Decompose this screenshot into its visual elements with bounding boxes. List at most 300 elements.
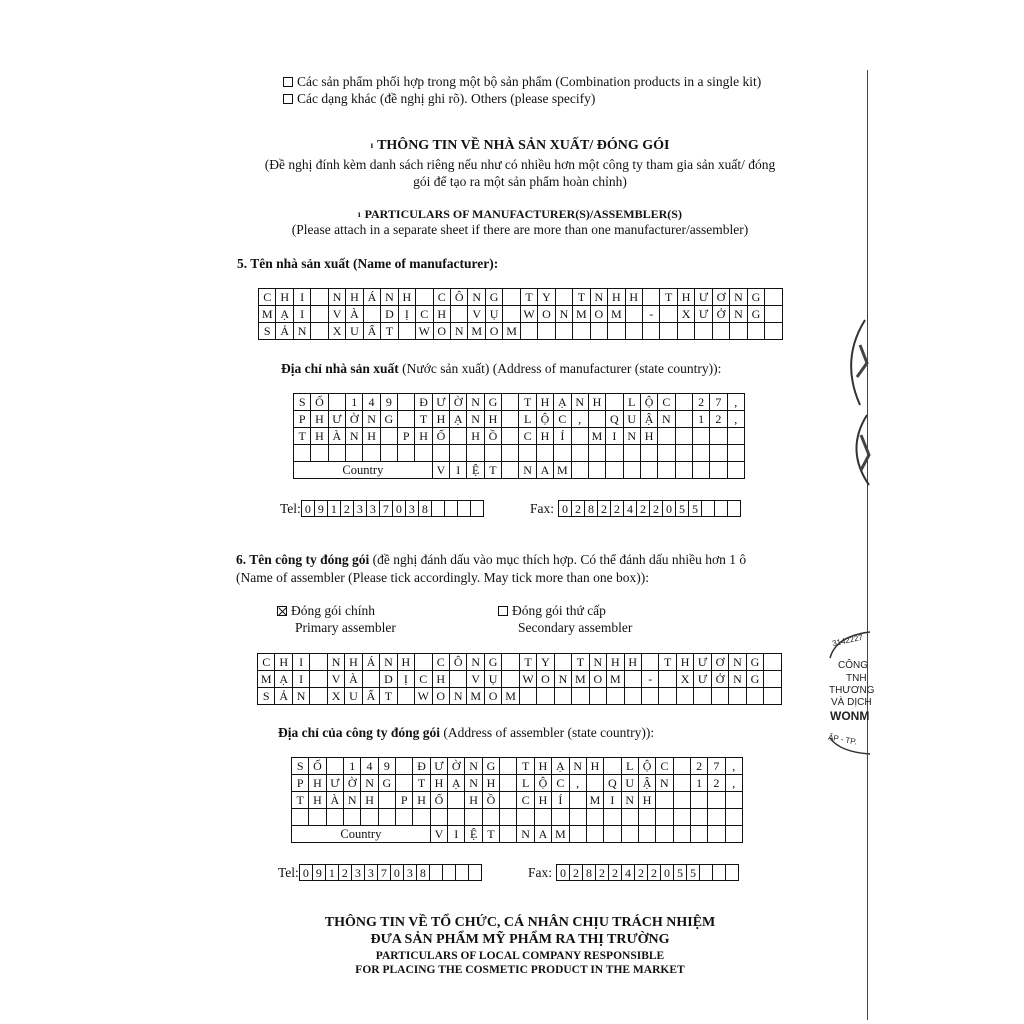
address-cell[interactable] <box>604 809 621 826</box>
address-cell[interactable] <box>675 428 692 445</box>
address-cell[interactable] <box>326 758 343 775</box>
digit-cell[interactable]: 3 <box>364 865 377 881</box>
country-cell[interactable]: T <box>482 826 499 843</box>
name-cell[interactable]: G <box>485 289 502 306</box>
name-cell[interactable]: Ạ <box>276 306 293 323</box>
address-cell[interactable]: N <box>658 411 675 428</box>
digit-cell[interactable] <box>455 865 468 881</box>
address-cell[interactable]: T <box>292 792 309 809</box>
name-cell[interactable]: H <box>276 289 293 306</box>
address-cell[interactable] <box>502 411 519 428</box>
address-cell[interactable] <box>448 809 465 826</box>
country-cell[interactable]: M <box>552 826 569 843</box>
digit-cell[interactable]: 2 <box>572 501 585 517</box>
country-cell[interactable] <box>710 462 727 479</box>
country-cell[interactable] <box>692 462 709 479</box>
name-cell[interactable]: O <box>484 688 501 705</box>
country-cell[interactable]: I <box>450 462 467 479</box>
address-cell[interactable] <box>448 792 465 809</box>
address-cell[interactable]: N <box>346 428 363 445</box>
name-cell[interactable] <box>677 323 694 340</box>
name-cell[interactable] <box>641 654 658 671</box>
address-cell[interactable] <box>398 411 415 428</box>
address-cell[interactable] <box>294 445 311 462</box>
address-cell[interactable]: 1 <box>692 411 709 428</box>
name-cell[interactable] <box>450 306 467 323</box>
address-cell[interactable] <box>465 809 482 826</box>
country-cell[interactable] <box>675 462 692 479</box>
name-cell[interactable] <box>765 306 783 323</box>
address-cell[interactable]: T <box>519 394 536 411</box>
tel-digits[interactable] <box>299 864 482 881</box>
address-cell[interactable]: 9 <box>378 758 395 775</box>
name-cell[interactable]: - <box>642 306 659 323</box>
address-cell[interactable]: T <box>415 411 432 428</box>
name-cell[interactable]: H <box>676 654 693 671</box>
address-cell[interactable]: G <box>380 411 397 428</box>
name-cell[interactable] <box>573 323 590 340</box>
address-cell[interactable]: H <box>586 758 603 775</box>
name-cell[interactable] <box>624 688 641 705</box>
address-cell[interactable]: Q <box>606 411 623 428</box>
address-cell[interactable]: G <box>484 394 501 411</box>
address-cell[interactable]: 2 <box>708 775 725 792</box>
name-cell[interactable]: H <box>624 654 641 671</box>
name-cell[interactable] <box>520 323 537 340</box>
address-cell[interactable] <box>690 792 707 809</box>
address-cell[interactable]: Ờ <box>344 775 361 792</box>
name-cell[interactable]: I <box>292 654 309 671</box>
name-cell[interactable]: C <box>258 654 275 671</box>
name-cell[interactable] <box>554 654 571 671</box>
name-cell[interactable] <box>555 289 572 306</box>
address-cell[interactable] <box>656 792 673 809</box>
address-cell[interactable] <box>398 445 415 462</box>
address-cell[interactable]: H <box>588 394 605 411</box>
checkbox-others[interactable] <box>283 94 293 104</box>
country-cell[interactable] <box>571 462 588 479</box>
name-cell[interactable] <box>449 671 466 688</box>
name-cell[interactable]: N <box>467 654 484 671</box>
digit-cell[interactable] <box>702 501 715 517</box>
name-cell[interactable]: N <box>328 289 345 306</box>
digit-cell[interactable]: 2 <box>340 501 353 517</box>
name-cell[interactable] <box>659 688 676 705</box>
name-cell[interactable] <box>746 688 763 705</box>
country-cell[interactable] <box>708 826 725 843</box>
address-cell[interactable] <box>658 445 675 462</box>
address-cell[interactable] <box>326 809 343 826</box>
name-cell[interactable]: Ụ <box>485 306 502 323</box>
name-cell[interactable]: T <box>520 289 537 306</box>
address-cell[interactable]: L <box>623 394 640 411</box>
address-cell[interactable]: N <box>363 411 380 428</box>
name-cell[interactable] <box>642 323 659 340</box>
name-cell[interactable] <box>363 306 380 323</box>
address-cell[interactable]: C <box>519 428 536 445</box>
address-cell[interactable]: Ờ <box>450 394 467 411</box>
address-cell[interactable]: Í <box>552 792 569 809</box>
country-cell[interactable] <box>586 826 603 843</box>
name-cell[interactable]: N <box>381 289 398 306</box>
address-cell[interactable]: Í <box>554 428 571 445</box>
address-cell[interactable] <box>380 445 397 462</box>
name-cell[interactable]: H <box>275 654 292 671</box>
address-cell[interactable] <box>690 809 707 826</box>
digit-cell[interactable]: 0 <box>663 501 676 517</box>
name-cell[interactable]: M <box>502 688 519 705</box>
name-cell[interactable] <box>503 306 520 323</box>
address-cell[interactable] <box>727 428 744 445</box>
name-cell[interactable]: N <box>380 654 397 671</box>
fax-digits[interactable] <box>556 864 739 881</box>
digit-cell[interactable]: 5 <box>674 865 687 881</box>
address-cell[interactable] <box>640 445 657 462</box>
name-cell[interactable]: Ư <box>695 306 712 323</box>
address-cell[interactable]: Ồ <box>484 428 501 445</box>
address-cell[interactable] <box>606 445 623 462</box>
address-cell[interactable]: Ố <box>430 792 447 809</box>
address-cell[interactable]: C <box>517 792 534 809</box>
address-cell[interactable]: Đ <box>413 758 430 775</box>
country-cell[interactable] <box>502 462 519 479</box>
name-cell[interactable] <box>765 289 783 306</box>
address-cell[interactable] <box>430 809 447 826</box>
address-cell[interactable]: G <box>482 758 499 775</box>
address-cell[interactable] <box>398 394 415 411</box>
name-cell[interactable]: Ạ <box>275 671 292 688</box>
address-cell[interactable]: H <box>361 792 378 809</box>
tel-digits[interactable] <box>301 500 484 517</box>
name-cell[interactable]: Ị <box>398 306 415 323</box>
digit-cell[interactable]: 0 <box>559 501 572 517</box>
name-cell[interactable] <box>310 654 327 671</box>
address-cell[interactable] <box>571 445 588 462</box>
address-cell[interactable]: 4 <box>361 758 378 775</box>
name-cell[interactable]: H <box>397 654 414 671</box>
name-cell[interactable] <box>607 688 624 705</box>
address-cell[interactable] <box>586 775 603 792</box>
address-cell[interactable] <box>586 809 603 826</box>
digit-cell[interactable]: 2 <box>635 865 648 881</box>
digit-cell[interactable]: 9 <box>314 501 327 517</box>
name-cell[interactable]: H <box>677 289 694 306</box>
name-cell[interactable]: N <box>327 654 344 671</box>
address-cell[interactable]: H <box>432 411 449 428</box>
name-cell[interactable]: C <box>416 306 433 323</box>
digit-cell[interactable]: 3 <box>405 501 418 517</box>
address-cell[interactable]: Ờ <box>346 411 363 428</box>
name-cell[interactable]: T <box>659 654 676 671</box>
address-cell[interactable]: H <box>467 428 484 445</box>
address-cell[interactable]: H <box>534 792 551 809</box>
digit-cell[interactable]: 2 <box>648 865 661 881</box>
address-cell[interactable] <box>623 445 640 462</box>
address-cell[interactable]: 1 <box>690 775 707 792</box>
name-cell[interactable]: M <box>572 671 589 688</box>
address-cell[interactable]: N <box>344 792 361 809</box>
name-cell[interactable]: À <box>346 306 363 323</box>
name-cell[interactable] <box>503 289 520 306</box>
name-cell[interactable]: O <box>590 306 607 323</box>
address-cell[interactable]: S <box>294 394 311 411</box>
address-cell[interactable]: T <box>294 428 311 445</box>
name-cell[interactable]: N <box>450 323 467 340</box>
address-cell[interactable]: H <box>534 758 551 775</box>
digit-cell[interactable]: 0 <box>390 865 403 881</box>
name-cell[interactable]: Ư <box>694 671 711 688</box>
name-cell[interactable]: X <box>676 671 693 688</box>
name-cell[interactable]: U <box>345 688 362 705</box>
address-cell[interactable] <box>569 792 586 809</box>
address-cell[interactable]: Ố <box>309 758 326 775</box>
address-cell[interactable]: I <box>606 428 623 445</box>
address-cell[interactable]: Ố <box>432 428 449 445</box>
address-cell[interactable]: Ộ <box>534 775 551 792</box>
address-cell[interactable]: Ạ <box>450 411 467 428</box>
name-cell[interactable]: Á <box>362 654 379 671</box>
address-cell[interactable] <box>517 809 534 826</box>
name-cell[interactable]: - <box>641 671 658 688</box>
name-cell[interactable]: S <box>259 323 276 340</box>
name-cell[interactable]: O <box>433 323 450 340</box>
name-cell[interactable] <box>625 323 642 340</box>
name-cell[interactable]: U <box>346 323 363 340</box>
address-cell[interactable]: C <box>656 758 673 775</box>
address-cell[interactable]: H <box>430 775 447 792</box>
digit-cell[interactable]: 0 <box>299 865 312 881</box>
address-cell[interactable] <box>519 445 536 462</box>
address-cell[interactable] <box>346 445 363 462</box>
country-cell[interactable] <box>606 462 623 479</box>
address-cell[interactable] <box>413 809 430 826</box>
name-cell[interactable] <box>694 688 711 705</box>
address-cell[interactable] <box>621 809 638 826</box>
name-cell[interactable]: T <box>519 654 536 671</box>
name-cell[interactable]: M <box>573 306 590 323</box>
address-cell[interactable]: 2 <box>690 758 707 775</box>
digit-cell[interactable]: 3 <box>353 501 366 517</box>
name-cell[interactable]: Ô <box>449 654 466 671</box>
name-cell[interactable]: N <box>554 671 571 688</box>
name-cell[interactable] <box>502 654 519 671</box>
address-cell[interactable]: H <box>640 428 657 445</box>
digit-cell[interactable]: 2 <box>611 501 624 517</box>
country-cell[interactable]: A <box>534 826 551 843</box>
address-cell[interactable] <box>675 411 692 428</box>
name-cell[interactable]: Ị <box>397 671 414 688</box>
name-cell[interactable]: N <box>293 323 310 340</box>
address-cell[interactable]: M <box>586 792 603 809</box>
digit-cell[interactable]: 3 <box>366 501 379 517</box>
name-cell[interactable]: X <box>327 688 344 705</box>
name-cell[interactable]: X <box>328 323 345 340</box>
address-cell[interactable] <box>396 775 413 792</box>
digit-cell[interactable]: 5 <box>676 501 689 517</box>
address-cell[interactable]: , <box>725 775 742 792</box>
country-cell[interactable]: T <box>484 462 501 479</box>
name-cell[interactable] <box>676 688 693 705</box>
name-cell[interactable]: Ấ <box>363 323 380 340</box>
address-cell[interactable]: H <box>311 428 328 445</box>
name-cell[interactable] <box>711 688 728 705</box>
digit-cell[interactable]: 3 <box>403 865 416 881</box>
address-cell[interactable]: P <box>292 775 309 792</box>
name-cell[interactable]: G <box>746 671 763 688</box>
name-cell[interactable] <box>589 688 606 705</box>
name-cell[interactable]: N <box>730 289 747 306</box>
digit-cell[interactable]: 1 <box>325 865 338 881</box>
name-cell[interactable]: O <box>538 306 555 323</box>
name-cell[interactable] <box>310 671 327 688</box>
address-cell[interactable]: I <box>604 792 621 809</box>
name-cell[interactable]: N <box>729 671 746 688</box>
address-cell[interactable] <box>292 809 309 826</box>
address-cell[interactable]: N <box>569 758 586 775</box>
address-cell[interactable] <box>328 445 345 462</box>
digit-cell[interactable]: 1 <box>327 501 340 517</box>
name-cell[interactable] <box>659 671 676 688</box>
digit-cell[interactable]: 0 <box>661 865 674 881</box>
name-cell[interactable]: H <box>607 654 624 671</box>
name-cell[interactable]: M <box>259 306 276 323</box>
address-cell[interactable]: H <box>309 775 326 792</box>
address-cell[interactable]: 7 <box>708 758 725 775</box>
address-cell[interactable] <box>502 428 519 445</box>
name-cell[interactable]: Ư <box>694 654 711 671</box>
name-cell[interactable]: W <box>520 306 537 323</box>
address-cell[interactable] <box>725 792 742 809</box>
digit-cell[interactable]: 8 <box>418 501 431 517</box>
address-cell[interactable] <box>606 394 623 411</box>
address-cell[interactable] <box>725 809 742 826</box>
name-cell[interactable]: H <box>346 289 363 306</box>
address-cell[interactable] <box>415 445 432 462</box>
address-cell[interactable] <box>311 445 328 462</box>
address-cell[interactable]: C <box>552 775 569 792</box>
digit-cell[interactable]: 2 <box>570 865 583 881</box>
name-cell[interactable]: G <box>747 289 764 306</box>
name-cell[interactable] <box>624 671 641 688</box>
country-cell[interactable] <box>690 826 707 843</box>
address-cell[interactable] <box>500 775 517 792</box>
address-cell[interactable] <box>309 809 326 826</box>
address-cell[interactable]: P <box>396 792 413 809</box>
name-cell[interactable]: M <box>467 688 484 705</box>
name-cell[interactable]: I <box>292 671 309 688</box>
address-cell[interactable]: S <box>292 758 309 775</box>
country-cell[interactable] <box>727 462 744 479</box>
name-cell[interactable]: G <box>746 654 763 671</box>
address-cell[interactable] <box>692 445 709 462</box>
digit-cell[interactable] <box>431 501 444 517</box>
address-cell[interactable]: Ộ <box>638 758 655 775</box>
address-cell[interactable] <box>500 809 517 826</box>
name-cell[interactable] <box>555 323 572 340</box>
address-cell[interactable]: H <box>465 792 482 809</box>
name-cell[interactable] <box>538 323 555 340</box>
address-cell[interactable]: N <box>571 394 588 411</box>
address-cell[interactable] <box>658 428 675 445</box>
name-cell[interactable]: O <box>432 688 449 705</box>
address-cell[interactable] <box>396 809 413 826</box>
name-cell[interactable]: T <box>572 654 589 671</box>
address-cell[interactable]: Ạ <box>554 394 571 411</box>
address-cell[interactable]: Ộ <box>536 411 553 428</box>
digit-cell[interactable]: 4 <box>624 501 637 517</box>
name-cell[interactable] <box>729 688 746 705</box>
digit-cell[interactable]: 5 <box>689 501 702 517</box>
name-cell[interactable]: À <box>345 671 362 688</box>
address-cell[interactable]: Ạ <box>552 758 569 775</box>
name-cell[interactable]: D <box>380 671 397 688</box>
digit-cell[interactable] <box>726 865 739 881</box>
address-cell[interactable]: , <box>571 411 588 428</box>
name-cell[interactable]: H <box>433 306 450 323</box>
address-cell[interactable] <box>500 758 517 775</box>
name-cell[interactable]: Y <box>538 289 555 306</box>
name-cell[interactable]: V <box>328 306 345 323</box>
address-cell[interactable] <box>378 809 395 826</box>
digit-cell[interactable]: 3 <box>351 865 364 881</box>
address-cell[interactable]: H <box>311 411 328 428</box>
name-cell[interactable] <box>590 323 607 340</box>
name-cell[interactable]: Ụ <box>484 671 501 688</box>
address-cell[interactable]: 1 <box>346 394 363 411</box>
name-cell[interactable]: T <box>660 289 677 306</box>
digit-cell[interactable]: 0 <box>301 501 314 517</box>
checkbox-secondary-assembler[interactable] <box>498 606 508 616</box>
name-cell[interactable] <box>311 323 328 340</box>
name-cell[interactable]: C <box>415 671 432 688</box>
address-cell[interactable]: U <box>623 411 640 428</box>
name-cell[interactable]: N <box>729 654 746 671</box>
digit-cell[interactable] <box>470 501 483 517</box>
name-cell[interactable] <box>764 654 782 671</box>
address-cell[interactable] <box>500 792 517 809</box>
name-cell[interactable]: V <box>467 671 484 688</box>
name-cell[interactable]: C <box>259 289 276 306</box>
address-cell[interactable] <box>675 394 692 411</box>
name-cell[interactable]: W <box>415 688 432 705</box>
country-cell[interactable] <box>623 462 640 479</box>
address-cell[interactable] <box>502 445 519 462</box>
address-cell[interactable]: Ạ <box>448 775 465 792</box>
address-cell[interactable] <box>467 445 484 462</box>
address-cell[interactable]: C <box>658 394 675 411</box>
name-cell[interactable]: Ở <box>712 306 729 323</box>
digit-cell[interactable]: 4 <box>622 865 635 881</box>
digit-cell[interactable] <box>713 865 726 881</box>
checkbox-combination-kit[interactable] <box>283 77 293 87</box>
address-cell[interactable] <box>432 445 449 462</box>
name-cell[interactable]: H <box>608 289 625 306</box>
country-cell[interactable] <box>658 462 675 479</box>
address-cell[interactable]: Ư <box>328 411 345 428</box>
address-cell[interactable] <box>673 758 690 775</box>
name-cell[interactable]: H <box>398 289 415 306</box>
name-cell[interactable] <box>572 688 589 705</box>
name-cell[interactable]: O <box>537 671 554 688</box>
name-cell[interactable]: Ấ <box>362 688 379 705</box>
name-cell[interactable]: V <box>327 671 344 688</box>
country-cell[interactable]: Ệ <box>465 826 482 843</box>
address-cell[interactable]: C <box>554 411 571 428</box>
address-cell[interactable]: , <box>725 758 742 775</box>
name-cell[interactable] <box>502 671 519 688</box>
name-cell[interactable]: N <box>730 306 747 323</box>
name-cell[interactable] <box>625 306 642 323</box>
